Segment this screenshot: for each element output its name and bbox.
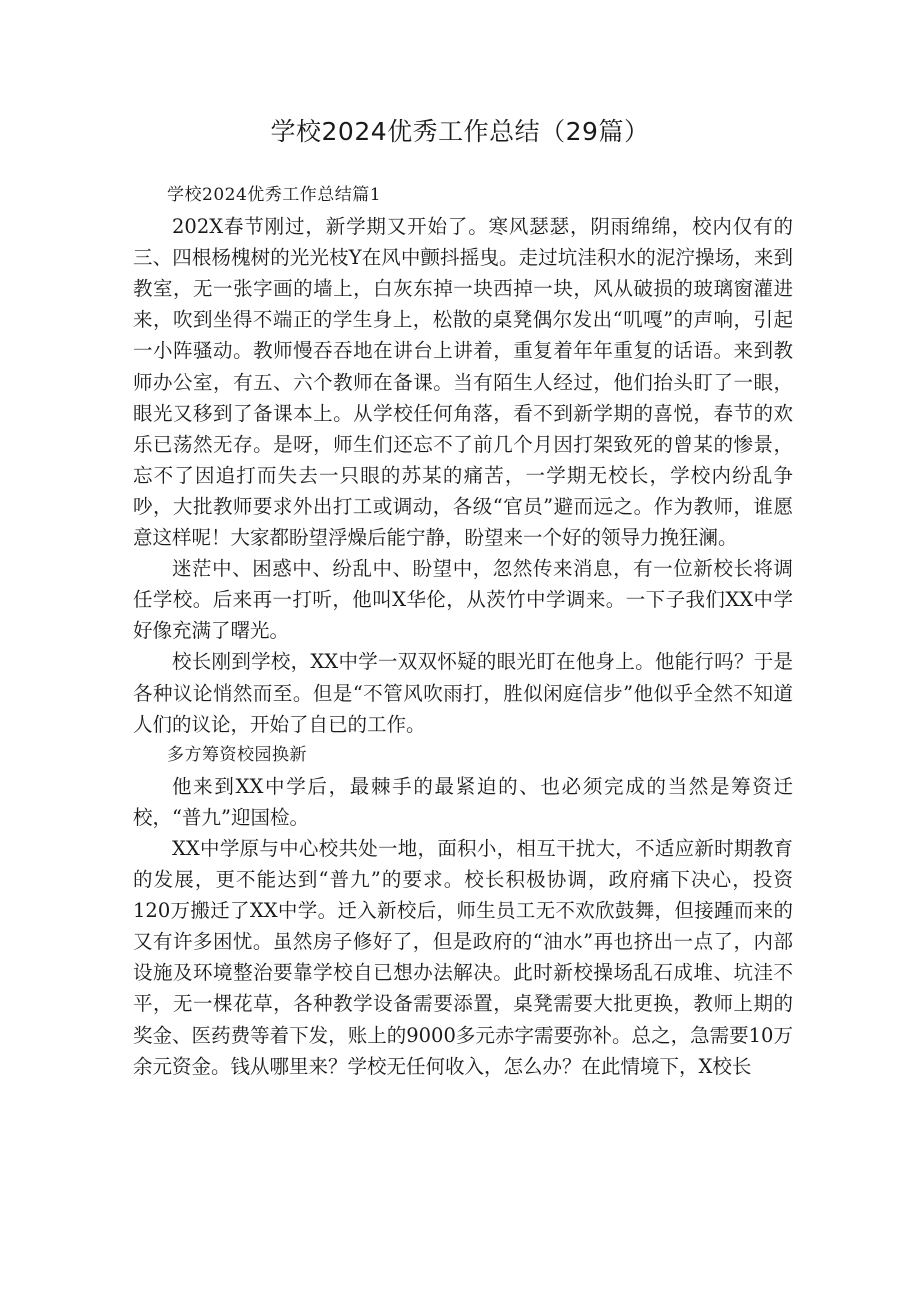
document-title: 学校2024优秀工作总结（29篇）: [270, 117, 650, 146]
paragraph: 校长刚到学校，XX中学一双双怀疑的眼光盯在他身上。他能行吗？于是各种议论悄然而至。但是“不管风吹雨打，胜似闲庭信步”他似乎全然不知道人们的议论，开始了自已的工作。: [133, 650, 793, 736]
subsection-heading: 多方筹资校园换新: [167, 744, 307, 765]
paragraph: 他来到XX中学后，最棘手的最紧迫的、也必须完成的当然是筹资迁校，“普九”迎国检。: [133, 774, 793, 829]
paragraph: 迷茫中、困惑中、纷乱中、盼望中，忽然传来消息，有一位新校长将调任学校。后来再一打听，他叫X华伦，从茨竹中学调来。一下子我们XX中学好像充满了曙光。: [133, 557, 793, 643]
section-title: 学校2024优秀工作总结篇1: [167, 185, 382, 205]
paragraph: XX中学原与中心校共处一地，面积小，相互干扰大，不适应新时期教育的发展，更不能达到“普九”的要求。校长积极协调，政府痛下决心，投资120万搬迁了XX中学。迁入新校后，师生员工无不欢欣鼓舞，但接踵而来的又有许多困忧。虽然房子修好了，但是政府的“油水”再也挤出一点了，内部设施及环境整治要靠学校自已想办法解决。此时新校操场乱石成堆、坑洼不平，无一棵花草，各种教学设备需要添置，桌凳需要大批更换，教师上期的奖金、医药费等着下发，账上的9000多元赤字需要弥补。总之，急需要10万余元资金。钱从哪里来？学校无任何收入，怎么办？在此情境下，X校长: [133, 836, 793, 1078]
document-body: [133, 180, 793, 1082]
paragraph: 202X春节刚过，新学期又开始了。寒风瑟瑟，阴雨绵绵，校内仅有的三、四根杨槐树的光光枝Y在风中颤抖摇曳。走过坑洼积水的泥泞操场，来到教室，无一张字画的墙上，白灰东掉一块西掉一块，风从破损的玻璃窗灌进来，吹到坐得不端正的学生身上，松散的桌凳偶尔发出“叽嘎”的声响，引起一小阵骚动。教师慢吞吞地在讲台上讲着，重复着年年重复的话语。来到教师办公室，有五、六个教师在备课。当有陌生人经过，他们抬头盯了一眼，眼光又移到了备课本上。从学校任何角落，看不到新学期的喜悦，春节的欢乐已荡然无存。是呀，师生们还忘不了前几个月因打架致死的曾某的惨景，忘不了因追打而失去一只眼的苏某的痛苦，一学期无校长，学校内纷乱争吵，大批教师要求外出打工或调动，各级“官员”避而远之。作为教师，谁愿意这样呢！大家都盼望浮燥后能宁静，盼望来一个好的领导力挽狂澜。: [133, 215, 793, 550]
